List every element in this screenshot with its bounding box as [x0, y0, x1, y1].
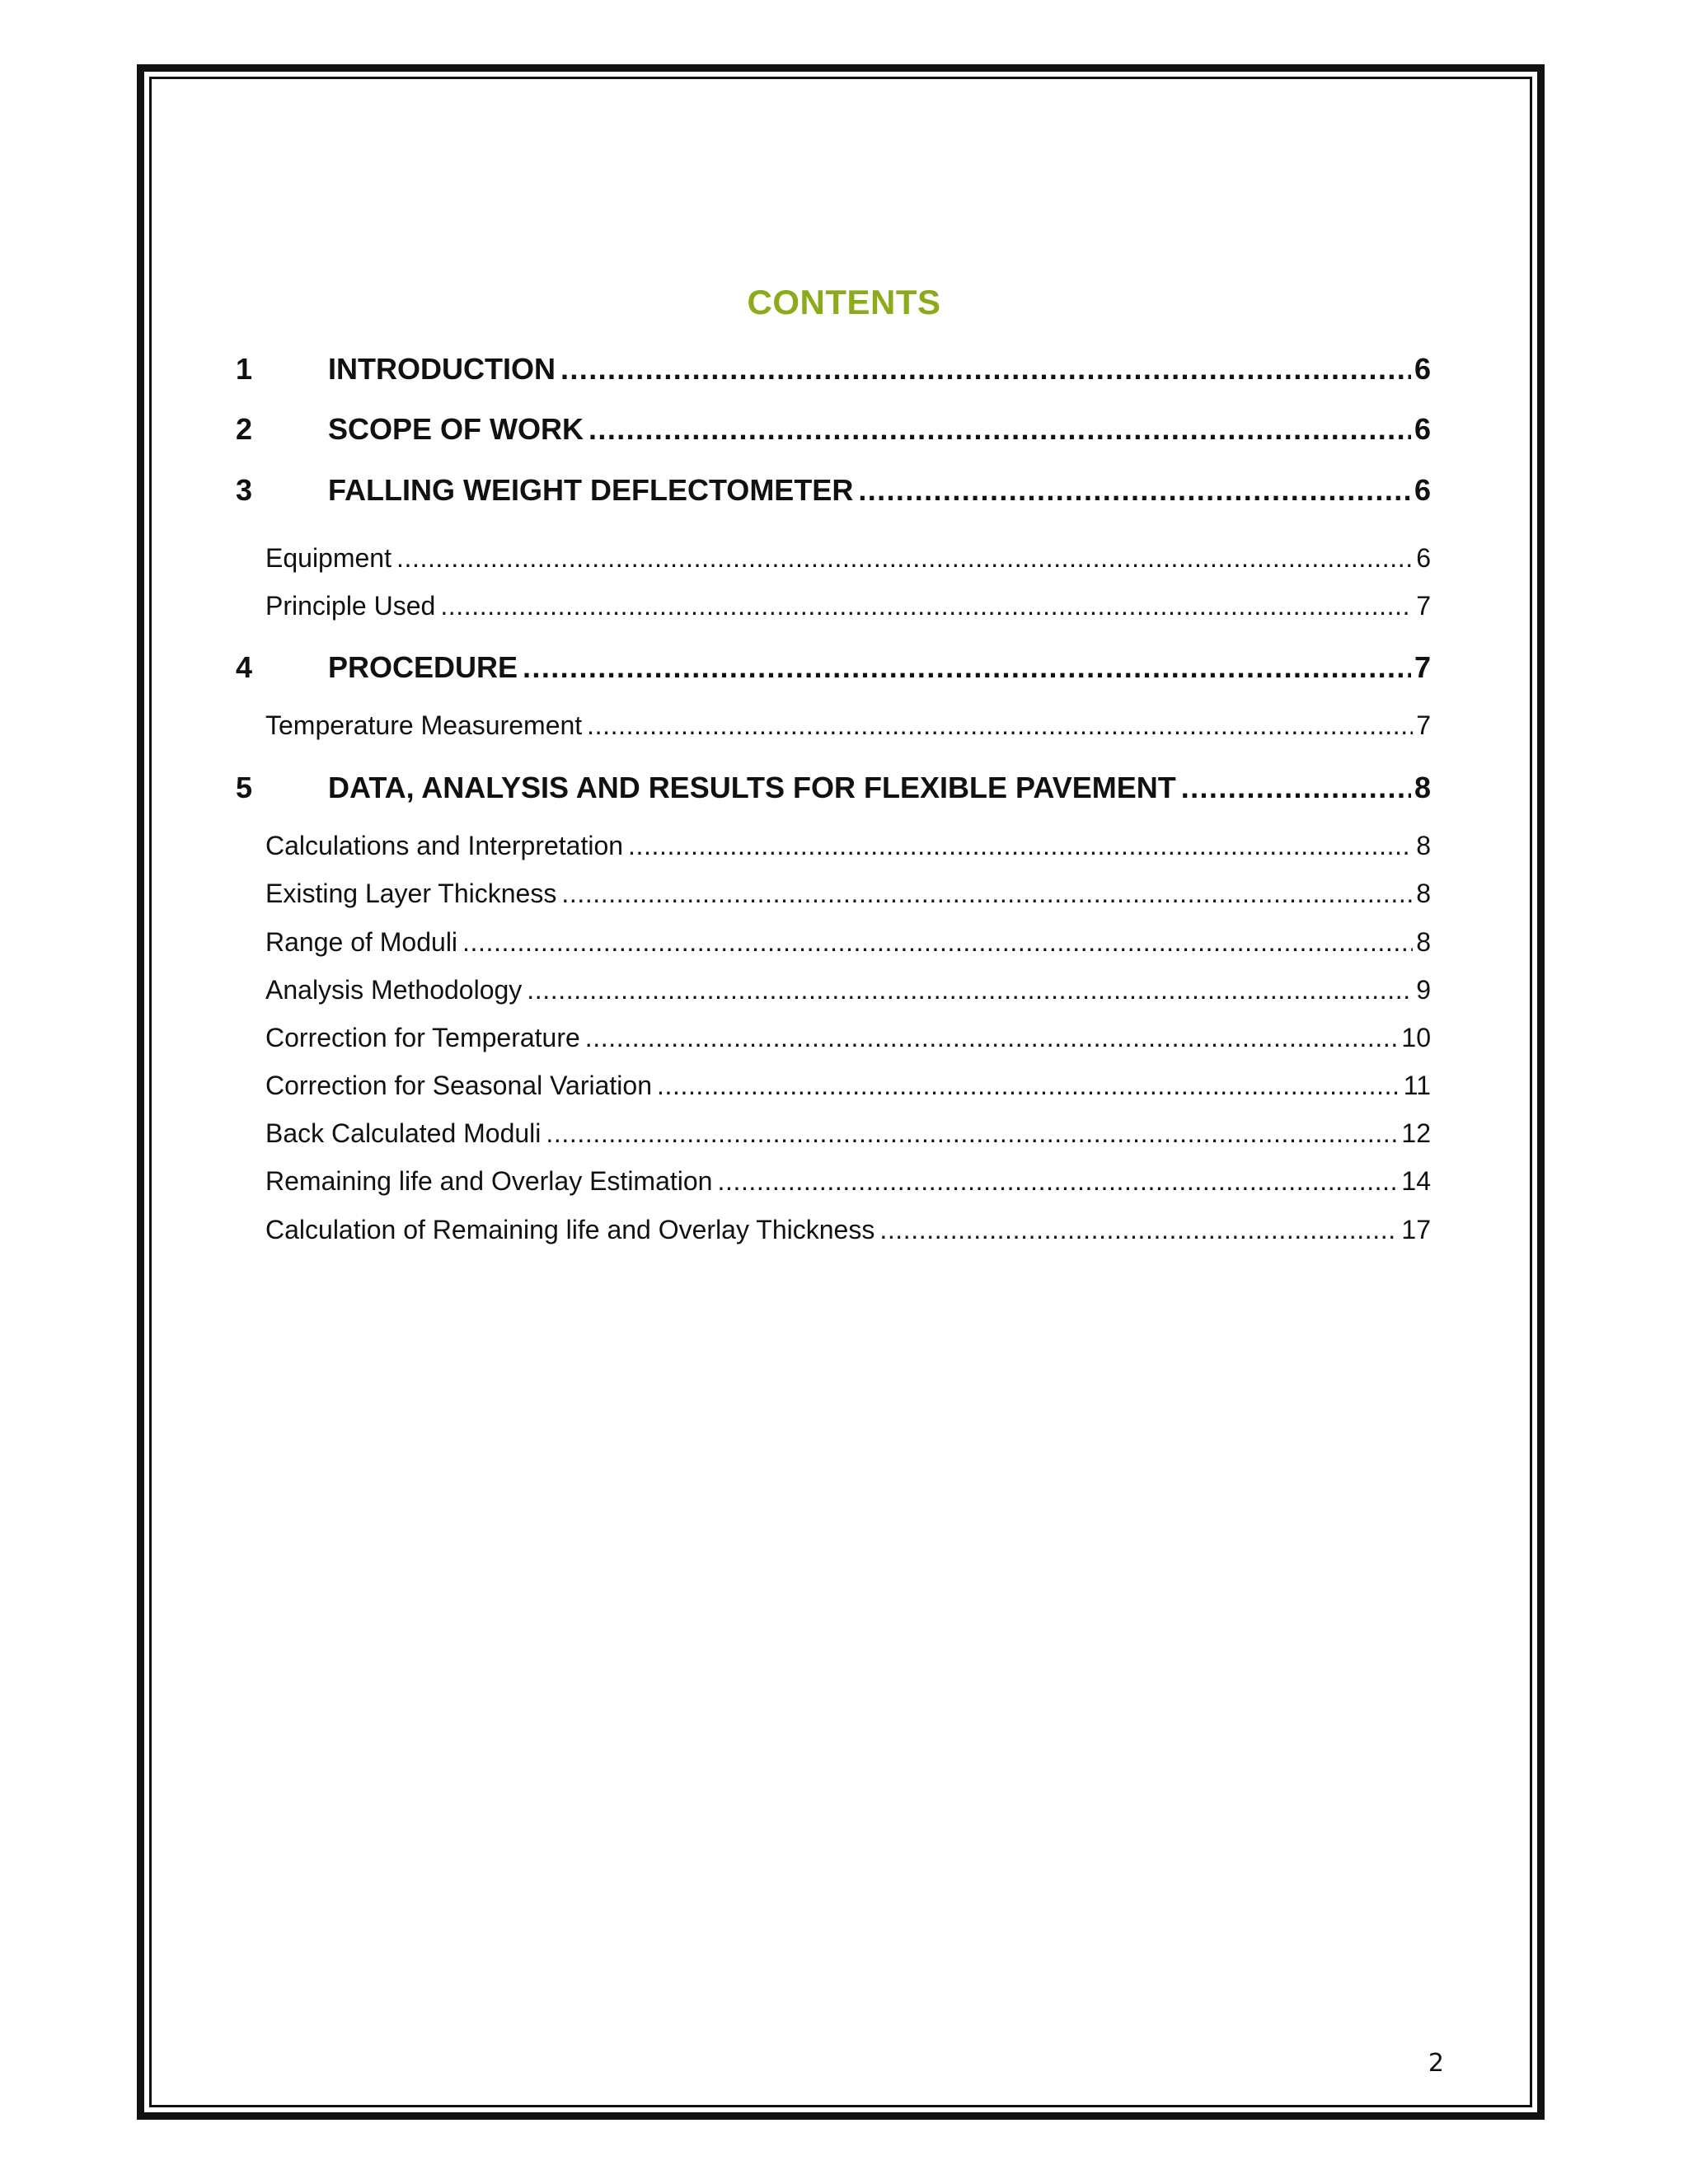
toc-entry-text: Calculations and Interpretation [265, 831, 624, 860]
page-title: CONTENTS [747, 283, 941, 321]
toc-entry-back-calculated-moduli[interactable] [236, 1118, 1431, 1149]
toc-entry-remaining-life-overlay-estimation[interactable] [236, 1166, 1431, 1197]
toc-entry-correction-seasonal-variation[interactable] [236, 1071, 1431, 1101]
toc-entry-page: 12 [1401, 1118, 1431, 1148]
toc-entry-text: Temperature Measurement [265, 710, 583, 740]
toc-entry-correction-temperature[interactable] [236, 1023, 1431, 1053]
toc-entry-principle-used[interactable] [236, 591, 1431, 621]
toc-entry-page: 7 [1414, 650, 1431, 684]
toc-entry-text: Calculation of Remaining life and Overlay Thickness [265, 1215, 875, 1244]
toc-entry-page: 6 [1414, 412, 1431, 446]
toc-entry-page: 6 [1414, 352, 1431, 386]
toc-dot-leader [628, 831, 1413, 861]
toc-entry-text: PROCEDURE [328, 650, 518, 684]
toc-entry-temperature-measurement[interactable] [236, 710, 1431, 741]
toc-entry-text: DATA, ANALYSIS AND RESULTS FOR FLEXIBLE PAVEMENT [328, 771, 1176, 804]
toc-entry-equipment[interactable] [236, 543, 1431, 574]
toc-entry-page: 7 [1416, 591, 1431, 621]
page-number: 2 [1428, 2049, 1444, 2078]
toc-dot-leader [1181, 771, 1411, 805]
toc-entry-page: 7 [1416, 710, 1431, 740]
toc-dot-leader [561, 879, 1413, 909]
toc-entry-text: Existing Layer Thickness [265, 879, 557, 908]
toc-dot-leader [858, 473, 1411, 508]
toc-dot-leader [440, 591, 1413, 621]
toc-entry-existing-layer-thickness[interactable] [236, 879, 1431, 909]
toc-dot-leader [587, 710, 1413, 741]
toc-entry-text: Correction for Temperature [265, 1023, 580, 1052]
toc-entry-analysis-methodology[interactable] [236, 975, 1431, 1005]
toc-entry-page: 8 [1414, 771, 1431, 804]
toc-entry-number: 5 [236, 771, 253, 804]
toc-entry-scope-of-work[interactable] [236, 412, 1431, 447]
toc-entry-page: 9 [1416, 975, 1431, 1005]
toc-entry-calculations-interpretation[interactable] [236, 831, 1431, 861]
toc-entry-procedure[interactable] [236, 650, 1431, 685]
toc-entry-page: 10 [1401, 1023, 1431, 1052]
toc-dot-leader [588, 412, 1411, 447]
toc-dot-leader [527, 975, 1413, 1005]
toc-entry-number: 4 [236, 650, 253, 684]
toc-dot-leader [523, 650, 1411, 685]
toc-entry-falling-weight-deflectometer[interactable] [236, 473, 1431, 508]
toc-dot-leader [396, 543, 1413, 574]
toc-entry-text: SCOPE OF WORK [328, 412, 584, 446]
toc-entry-number: 1 [236, 352, 253, 386]
toc-entry-text: FALLING WEIGHT DEFLECTOMETER [328, 473, 854, 507]
toc-dot-leader [560, 352, 1411, 387]
toc-entry-range-of-moduli[interactable] [236, 927, 1431, 958]
toc-entry-text: Back Calculated Moduli [265, 1118, 542, 1148]
toc-entry-data-analysis-results[interactable] [236, 771, 1431, 805]
toc-entry-page: 17 [1401, 1215, 1431, 1244]
toc-dot-leader [657, 1071, 1400, 1101]
toc-dot-leader [717, 1166, 1398, 1197]
toc-entry-text: Principle Used [265, 591, 436, 621]
toc-entry-introduction[interactable] [236, 352, 1431, 387]
toc-dot-leader [879, 1215, 1398, 1245]
toc-entry-page: 8 [1416, 831, 1431, 860]
toc-entry-text: INTRODUCTION [328, 352, 556, 386]
toc-entry-text: Correction for Seasonal Variation [265, 1071, 652, 1100]
toc-entry-text: Equipment [265, 543, 392, 573]
toc-entry-page: 14 [1401, 1166, 1431, 1196]
toc-entry-page: 8 [1416, 879, 1431, 908]
toc-entry-number: 2 [236, 412, 253, 446]
toc-dot-leader [585, 1023, 1399, 1053]
toc-entry-page: 6 [1414, 473, 1431, 507]
toc-entry-page: 8 [1416, 927, 1431, 957]
toc-entry-number: 3 [236, 473, 253, 507]
toc-entry-text: Analysis Methodology [265, 975, 523, 1005]
toc-entry-text: Remaining life and Overlay Estimation [265, 1166, 713, 1196]
toc-entry-page: 11 [1403, 1071, 1431, 1100]
toc-entry-text: Range of Moduli [265, 927, 458, 957]
table-of-contents [236, 0, 1431, 2184]
toc-dot-leader [546, 1118, 1398, 1149]
toc-entry-calculation-remaining-life-overlay[interactable] [236, 1215, 1431, 1245]
toc-dot-leader [462, 927, 1413, 958]
toc-entry-page: 6 [1416, 543, 1431, 573]
